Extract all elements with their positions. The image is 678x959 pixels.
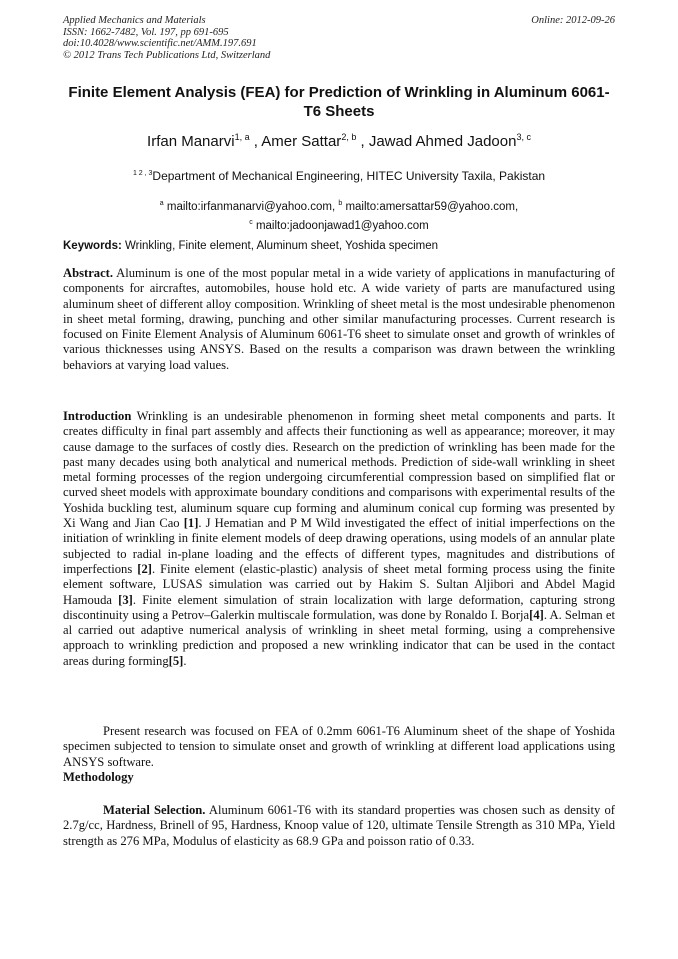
methodology-heading: Methodology <box>63 770 134 784</box>
email-link[interactable]: mailto:irfanmanarvi@yahoo.com, <box>163 201 339 213</box>
present-research-paragraph: Present research was focused on FEA of 0.2mm 6061-T6 Aluminum sheet of the shape of Yoshida specimen subjected to tension to simulate onset and growth of wrinkling at different load applications using ANSYS software. <box>63 724 615 769</box>
journal-doi: doi:10.4028/www.scientific.net/AMM.197.691 <box>63 38 257 49</box>
material-selection-paragraph <box>63 803 615 849</box>
author-name: Amer Sattar <box>261 133 342 150</box>
introduction-paragraph <box>63 409 615 669</box>
email-superscript: b <box>338 200 343 207</box>
author-emails <box>63 196 615 234</box>
citation-ref: [2] <box>137 561 152 576</box>
author-separator: , <box>356 133 369 150</box>
introduction-text: . A. Selman et al carried out adaptive numerical analysis of wrinkling in sheet metal forming, using a comprehensive approach to wrinkling prediction and proposed a new wrinkling indicator that can be used in the contact areas during forming <box>63 607 615 668</box>
journal-header <box>63 15 270 61</box>
journal-issn: ISSN: 1662-7482, Vol. 197, pp 691-695 <box>63 26 229 38</box>
author-name: Jawad Ahmed Jadoon <box>368 133 517 150</box>
author-superscript: 3, c <box>516 132 531 142</box>
email-superscript: c <box>249 219 253 226</box>
material-selection-label: Material Selection. <box>103 803 206 817</box>
abstract-text: Aluminum is one of the most popular metal in a wide variety of applications in manufacturing of components for aircraftes, automobiles, house hold etc. A wide variety of parts are manufactured using aluminum sheet of different alloy composition. Wrinkling of sheet metal is the most undesirable phenomenon in sheet metal forming, drawing, punching and other similar manufacturing processes. Current research is focused on Finite Element Analysis of Aluminum 6061-T6 sheet to simulate onset and growth of wrinkles of various thicknesses using ANSYS. Based on the results a comparison was drawn between the wrinkling behaviors at varying load values. <box>63 266 615 372</box>
email-link[interactable]: mailto:amersattar59@yahoo.com, <box>342 201 519 213</box>
keywords-text: Wrinkling, Finite element, Aluminum sheet, Yoshida specimen <box>121 240 438 252</box>
author-list <box>63 127 615 152</box>
introduction-text: . Finite element simulation of strain localization with large deformation, capturing strong discontinuity using a Petrov–Galerkin multiscale formulation, was done by Ronaldo I. Borja <box>63 592 615 622</box>
affiliation-text: Department of Mechanical Engineering, HITEC University Taxila, Pakistan <box>152 169 546 183</box>
introduction-text: . Finite element (elastic-plastic) analysis of sheet metal forming process using the finite element software, LUSAS simulation was carried out by Hakim S. Sultan Aljibori and Abdel Magid Hamouda <box>63 561 616 607</box>
introduction-label: Introduction <box>63 409 132 423</box>
abstract-label: Abstract. <box>63 266 114 280</box>
citation-ref: [1] <box>183 516 199 531</box>
material-selection-text: Aluminum 6061-T6 with its standard properties was chosen such as density of 2.7g/cc, Hardness, Brinell of 95, Hardness, Knoop value of 120, ultimate Tensile Strength as 310 MPa, Yield strength as 276 MPa, Modulus of elasticity as 68.9 GPa and poisson ratio of 0.33. <box>63 803 615 848</box>
introduction-text: Wrinkling is an undesirable phenomenon in forming sheet metal components and parts. It creates difficulty in final part assembly and affects their functioning as well as appearance; moreover, it may cause damage to the surfaces of costly dies. Research on the prediction of wrinkling has been made for the past many decades using both analytical and numerical methods. Prediction of side-wall wrinkling in sheet metal forming processes of the region undergoing circumferential compression based on simplified flat or curved sheet models with approximate boundary conditions and comparisons with experimental results of the Yoshida buckling test, aluminum square cup forming and aluminum conical cup forming was presented by Xi Wang and Jian Cao <box>63 409 615 531</box>
author-superscript: 2, b <box>341 132 357 142</box>
affiliation-superscript: 1 2 , 3 <box>132 170 153 177</box>
citation-ref: [4] <box>529 607 544 622</box>
paper-title: Finite Element Analysis (FEA) for Prediction of Wrinkling in Aluminum 6061-T6 Sheets <box>68 84 610 120</box>
affiliation <box>63 166 615 184</box>
author-superscript: 1, a <box>234 132 250 142</box>
author-separator: , <box>249 133 262 150</box>
introduction-text: . <box>183 653 187 668</box>
journal-copyright: © 2012 Trans Tech Publications Ltd, Switzerland <box>63 49 271 61</box>
citation-ref: [3] <box>118 592 133 607</box>
email-superscript: a <box>159 200 164 207</box>
journal-name: Applied Mechanics and Materials <box>63 15 206 26</box>
introduction-text: . J Hematian and P M Wild investigated the effect of initial imperfections on the initiation of wrinkling in finite element models of deep drawing operations, using models of an annular plate subjected to radial in-plane loading and the effects of different types, magnitudes and distributions of imperfections <box>63 516 615 576</box>
author-name: Irfan Manarvi <box>147 133 235 150</box>
online-date: Online: 2012-09-26 <box>531 15 615 26</box>
abstract-paragraph <box>63 266 615 373</box>
keywords-label: Keywords: <box>63 240 122 252</box>
email-link[interactable]: mailto:jadoonjawad1@yahoo.com <box>252 220 429 232</box>
citation-ref: [5] <box>168 653 184 668</box>
keywords <box>63 239 615 254</box>
